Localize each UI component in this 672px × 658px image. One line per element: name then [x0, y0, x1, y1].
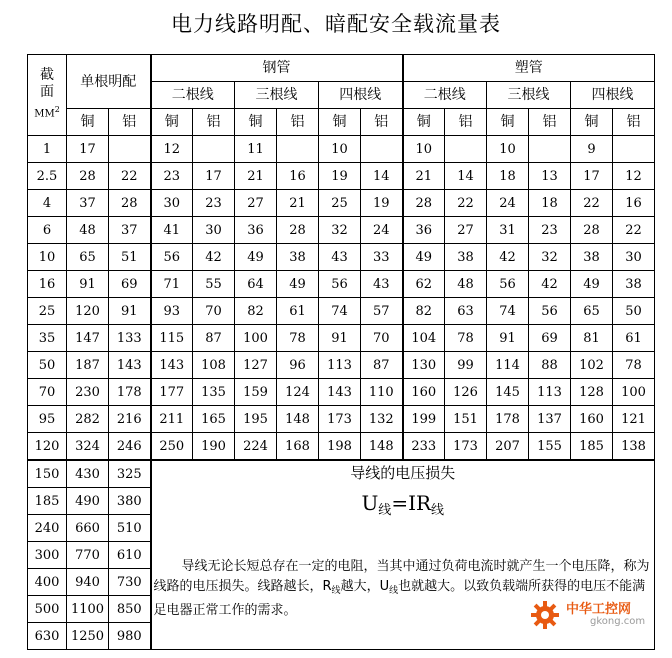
table-cell: 37 — [67, 190, 109, 217]
area-cell: 630 — [28, 623, 67, 650]
note-text-part-3: 也就越大。以致负载端所获得的电压不能满足电器正常工作的需求。 — [153, 579, 646, 618]
table-cell: 27 — [235, 190, 277, 217]
aluminum-header: 铝 — [613, 109, 655, 136]
table-row — [28, 217, 655, 244]
formula-eq: =IR — [391, 491, 432, 515]
table-cell: 132 — [361, 406, 403, 433]
header-row-metal — [28, 109, 655, 136]
watermark — [530, 596, 660, 634]
table-row — [28, 298, 655, 325]
table-cell: 91 — [487, 325, 529, 352]
table-cell: 91 — [319, 325, 361, 352]
plastic-three-wires: 三根线 — [487, 82, 571, 109]
table-cell: 61 — [613, 325, 655, 352]
table-cell: 32 — [529, 244, 571, 271]
table-cell: 69 — [529, 325, 571, 352]
table-cell: 430 — [67, 460, 109, 488]
table-cell: 147 — [67, 325, 109, 352]
table-cell: 49 — [571, 271, 613, 298]
copper-header: 铜 — [319, 109, 361, 136]
table-cell: 38 — [571, 244, 613, 271]
table-cell: 11 — [235, 136, 277, 163]
table-cell: 100 — [235, 325, 277, 352]
table-cell: 38 — [613, 271, 655, 298]
table-cell: 18 — [487, 163, 529, 190]
table-cell: 49 — [403, 244, 445, 271]
table-cell: 185 — [571, 433, 613, 461]
plastic-two-wires: 二根线 — [403, 82, 487, 109]
steel-two-wires: 二根线 — [151, 82, 235, 109]
table-cell: 100 — [613, 379, 655, 406]
table-row — [28, 325, 655, 352]
plastic-pipe-header: 塑管 — [403, 55, 655, 82]
table-cell: 770 — [67, 542, 109, 569]
table-cell: 490 — [67, 488, 109, 515]
aluminum-header: 铝 — [361, 109, 403, 136]
table-cell: 160 — [571, 406, 613, 433]
table-cell: 940 — [67, 569, 109, 596]
formula-r-sub: 线 — [431, 503, 445, 518]
table-cell: 155 — [529, 433, 571, 461]
table-cell: 30 — [193, 217, 235, 244]
table-cell — [529, 136, 571, 163]
table-cell: 74 — [487, 298, 529, 325]
table-row — [28, 460, 655, 488]
area-cell: 2.5 — [28, 163, 67, 190]
area-label-bottom: 面 — [40, 84, 54, 101]
table-cell: 56 — [319, 271, 361, 298]
copper-header: 铜 — [571, 109, 613, 136]
table-cell: 41 — [151, 217, 193, 244]
table-cell: 165 — [193, 406, 235, 433]
table-cell: 30 — [613, 244, 655, 271]
table-cell: 246 — [109, 433, 151, 461]
table-cell: 48 — [445, 271, 487, 298]
table-cell: 30 — [151, 190, 193, 217]
table-cell: 14 — [361, 163, 403, 190]
table-cell: 233 — [403, 433, 445, 461]
table-cell: 56 — [151, 244, 193, 271]
table-cell: 104 — [403, 325, 445, 352]
table-row — [28, 352, 655, 379]
table-cell: 91 — [67, 271, 109, 298]
table-cell: 22 — [613, 217, 655, 244]
note-title: 导线的电压损失 — [350, 464, 456, 482]
area-header — [28, 55, 67, 136]
table-cell: 17 — [571, 163, 613, 190]
table-cell: 27 — [445, 217, 487, 244]
table-cell: 36 — [235, 217, 277, 244]
table-cell: 21 — [277, 190, 319, 217]
table-row — [28, 163, 655, 190]
table-cell: 81 — [571, 325, 613, 352]
table-cell: 19 — [361, 190, 403, 217]
table-cell: 74 — [319, 298, 361, 325]
table-cell: 78 — [277, 325, 319, 352]
table-cell: 199 — [403, 406, 445, 433]
table-cell: 151 — [445, 406, 487, 433]
table-cell: 198 — [319, 433, 361, 461]
table-cell: 50 — [613, 298, 655, 325]
area-cell: 95 — [28, 406, 67, 433]
table-cell — [109, 136, 151, 163]
table-cell: 57 — [361, 298, 403, 325]
table-cell: 177 — [151, 379, 193, 406]
table-cell: 93 — [151, 298, 193, 325]
aluminum-header: 铝 — [193, 109, 235, 136]
table-cell — [193, 136, 235, 163]
steel-pipe-header: 钢管 — [151, 55, 403, 82]
table-cell: 110 — [361, 379, 403, 406]
table-cell: 56 — [487, 271, 529, 298]
table-cell: 37 — [109, 217, 151, 244]
table-cell: 216 — [109, 406, 151, 433]
table-cell: 22 — [445, 190, 487, 217]
steel-three-wires: 三根线 — [235, 82, 319, 109]
table-cell: 160 — [403, 379, 445, 406]
table-cell: 195 — [235, 406, 277, 433]
table-cell: 87 — [193, 325, 235, 352]
table-cell: 137 — [529, 406, 571, 433]
table-cell: 510 — [109, 515, 151, 542]
table-cell: 178 — [487, 406, 529, 433]
table-cell: 78 — [445, 325, 487, 352]
aluminum-header: 铝 — [529, 109, 571, 136]
table-cell: 850 — [109, 596, 151, 623]
table-cell: 38 — [445, 244, 487, 271]
table-cell: 224 — [235, 433, 277, 461]
area-unit: $MM^2$ — [34, 105, 60, 120]
table-cell: 16 — [277, 163, 319, 190]
table-cell: 128 — [571, 379, 613, 406]
table-cell: 18 — [529, 190, 571, 217]
table-cell: 10 — [487, 136, 529, 163]
table-cell: 33 — [361, 244, 403, 271]
table-cell: 282 — [67, 406, 109, 433]
watermark-url: gkong.com — [590, 616, 646, 627]
copper-header: 铜 — [235, 109, 277, 136]
table-cell: 138 — [613, 433, 655, 461]
plastic-four-wires: 四根线 — [571, 82, 655, 109]
voltage-loss-formula — [152, 493, 655, 517]
formula-u-sub: 线 — [378, 503, 392, 518]
table-cell: 24 — [487, 190, 529, 217]
table-cell: 113 — [529, 379, 571, 406]
table-cell: 207 — [487, 433, 529, 461]
table-cell: 31 — [487, 217, 529, 244]
table-cell: 143 — [319, 379, 361, 406]
table-cell — [361, 136, 403, 163]
table-cell: 173 — [319, 406, 361, 433]
copper-header: 铜 — [403, 109, 445, 136]
table-cell: 56 — [529, 298, 571, 325]
single-open-header: 单根明配 — [67, 55, 151, 109]
table-cell: 17 — [193, 163, 235, 190]
area-cell: 185 — [28, 488, 67, 515]
table-cell: 211 — [151, 406, 193, 433]
table-cell: 32 — [319, 217, 361, 244]
table-cell: 49 — [235, 244, 277, 271]
watermark-brand: 中华工控网 — [566, 602, 632, 617]
table-cell: 21 — [235, 163, 277, 190]
table-cell — [277, 136, 319, 163]
table-cell: 82 — [403, 298, 445, 325]
table-cell: 16 — [613, 190, 655, 217]
steel-four-wires: 四根线 — [319, 82, 403, 109]
area-cell: 500 — [28, 596, 67, 623]
area-cell: 4 — [28, 190, 67, 217]
copper-header: 铜 — [151, 109, 193, 136]
table-cell: 168 — [277, 433, 319, 461]
area-cell: 240 — [28, 515, 67, 542]
table-cell: 660 — [67, 515, 109, 542]
table-cell: 120 — [67, 298, 109, 325]
copper-header: 铜 — [67, 109, 109, 136]
table-cell: 82 — [235, 298, 277, 325]
table-cell: 121 — [613, 406, 655, 433]
table-cell: 14 — [445, 163, 487, 190]
table-cell: 126 — [445, 379, 487, 406]
table-cell: 28 — [403, 190, 445, 217]
table-cell: 10 — [403, 136, 445, 163]
table-cell: 70 — [193, 298, 235, 325]
table-row — [28, 244, 655, 271]
area-cell: 6 — [28, 217, 67, 244]
area-cell: 1 — [28, 136, 67, 163]
table-cell: 49 — [277, 271, 319, 298]
area-cell: 25 — [28, 298, 67, 325]
table-cell: 88 — [529, 352, 571, 379]
table-cell: 17 — [67, 136, 109, 163]
area-cell: 400 — [28, 569, 67, 596]
table-cell — [445, 136, 487, 163]
table-cell: 102 — [571, 352, 613, 379]
table-cell: 380 — [109, 488, 151, 515]
area-cell: 70 — [28, 379, 67, 406]
note-text-part-1: 导线无论长短总存在一定的电阻，当其中通过负荷电流时就产生一个电压降，称为线路的电压损失。线路越长，R — [153, 559, 650, 594]
area-cell: 120 — [28, 433, 67, 461]
table-cell: 12 — [151, 136, 193, 163]
gear-icon — [530, 600, 560, 630]
table-cell: 96 — [277, 352, 319, 379]
ampacity-table — [27, 54, 655, 650]
table-cell: 143 — [109, 352, 151, 379]
table-cell: 91 — [109, 298, 151, 325]
table-cell: 730 — [109, 569, 151, 596]
table-cell: 24 — [361, 217, 403, 244]
table-cell: 148 — [361, 433, 403, 461]
table-row — [28, 433, 655, 461]
table-cell: 159 — [235, 379, 277, 406]
table-cell: 187 — [67, 352, 109, 379]
table-cell: 133 — [109, 325, 151, 352]
table-cell: 87 — [361, 352, 403, 379]
area-label-top: 截 — [40, 67, 54, 84]
area-cell: 35 — [28, 325, 67, 352]
table-cell: 55 — [193, 271, 235, 298]
table-cell: 10 — [319, 136, 361, 163]
table-cell: 71 — [151, 271, 193, 298]
page-title: 电力线路明配、暗配安全载流量表 — [171, 12, 501, 36]
table-cell: 108 — [193, 352, 235, 379]
table-cell: 22 — [109, 163, 151, 190]
area-cell: 10 — [28, 244, 67, 271]
note-u-sub: 线 — [389, 586, 399, 596]
note-text-part-2: 越大，U — [340, 579, 390, 594]
table-cell: 43 — [319, 244, 361, 271]
table-row — [28, 406, 655, 433]
table-cell: 19 — [319, 163, 361, 190]
table-cell: 62 — [403, 271, 445, 298]
table-cell: 250 — [151, 433, 193, 461]
table-cell: 69 — [109, 271, 151, 298]
table-cell: 13 — [529, 163, 571, 190]
area-cell: 16 — [28, 271, 67, 298]
aluminum-header: 铝 — [109, 109, 151, 136]
table-cell: 135 — [193, 379, 235, 406]
formula-u: U — [361, 491, 379, 515]
table-cell: 38 — [277, 244, 319, 271]
table-cell: 65 — [67, 244, 109, 271]
aluminum-header: 铝 — [277, 109, 319, 136]
table-cell: 99 — [445, 352, 487, 379]
table-cell: 61 — [277, 298, 319, 325]
table-cell: 148 — [277, 406, 319, 433]
table-row — [28, 271, 655, 298]
table-cell: 64 — [235, 271, 277, 298]
table-row — [28, 136, 655, 163]
table-cell: 145 — [487, 379, 529, 406]
table-row — [28, 190, 655, 217]
table-cell: 28 — [109, 190, 151, 217]
table-cell: 43 — [361, 271, 403, 298]
table-cell: 230 — [67, 379, 109, 406]
table-cell: 124 — [277, 379, 319, 406]
table-cell: 25 — [319, 190, 361, 217]
table-cell: 12 — [613, 163, 655, 190]
table-cell: 21 — [403, 163, 445, 190]
area-cell: 150 — [28, 460, 67, 488]
header-row-1 — [28, 55, 655, 82]
area-cell: 50 — [28, 352, 67, 379]
table-cell: 42 — [529, 271, 571, 298]
table-cell: 22 — [571, 190, 613, 217]
table-cell: 28 — [571, 217, 613, 244]
copper-header: 铜 — [487, 109, 529, 136]
table-cell: 23 — [151, 163, 193, 190]
table-cell: 143 — [151, 352, 193, 379]
table-cell: 23 — [529, 217, 571, 244]
table-body — [28, 55, 655, 650]
table-row — [28, 379, 655, 406]
table-cell: 36 — [403, 217, 445, 244]
table-cell: 115 — [151, 325, 193, 352]
table-cell: 980 — [109, 623, 151, 650]
table-cell: 114 — [487, 352, 529, 379]
area-cell: 300 — [28, 542, 67, 569]
table-cell: 178 — [109, 379, 151, 406]
table-cell: 51 — [109, 244, 151, 271]
table-cell: 78 — [613, 352, 655, 379]
table-cell: 65 — [571, 298, 613, 325]
table-cell: 325 — [109, 460, 151, 488]
table-cell: 42 — [487, 244, 529, 271]
table-cell: 42 — [193, 244, 235, 271]
table-cell: 1250 — [67, 623, 109, 650]
table-cell: 113 — [319, 352, 361, 379]
table-cell: 1100 — [67, 596, 109, 623]
table-cell: 63 — [445, 298, 487, 325]
table-cell: 190 — [193, 433, 235, 461]
table-cell: 28 — [67, 163, 109, 190]
table-cell: 610 — [109, 542, 151, 569]
table-cell: 70 — [361, 325, 403, 352]
table-cell: 23 — [193, 190, 235, 217]
table-cell: 48 — [67, 217, 109, 244]
table-cell: 173 — [445, 433, 487, 461]
aluminum-header: 铝 — [445, 109, 487, 136]
table-cell: 324 — [67, 433, 109, 461]
table-cell: 130 — [403, 352, 445, 379]
table-cell: 9 — [571, 136, 613, 163]
table-cell: 28 — [277, 217, 319, 244]
table-cell — [613, 136, 655, 163]
table-cell: 127 — [235, 352, 277, 379]
note-r-sub: 线 — [331, 586, 341, 596]
